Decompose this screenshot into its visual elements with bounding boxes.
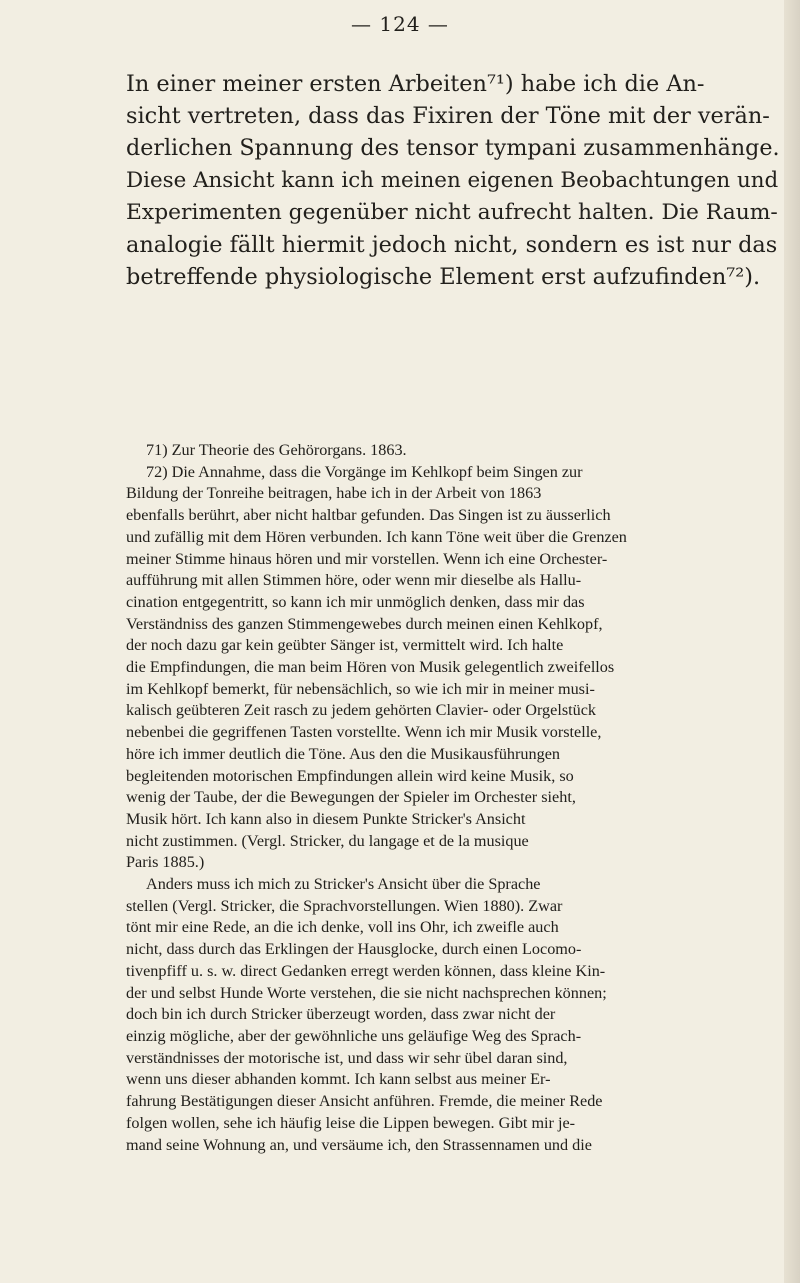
footnote-line: verständnisses der motorische ist, und dass wir sehr übel daran sind, bbox=[126, 1048, 568, 1067]
page-number: — 124 — bbox=[351, 12, 449, 36]
footnote-line: nicht zustimmen. (Vergl. Stricker, du langage et de la musique bbox=[126, 831, 529, 850]
footnote-line: und zufällig mit dem Hören verbunden. Ich kann Töne weit über die Grenzen bbox=[126, 527, 627, 546]
main-line: In einer meiner ersten Arbeiten⁷¹) habe ich die An- bbox=[126, 71, 705, 97]
main-line: Experimenten gegenüber nicht aufrecht halten. Die Raum- bbox=[126, 199, 778, 225]
footnote-line: nebenbei die gegriffenen Tasten vorstellte. Wenn ich mir Musik vorstelle, bbox=[126, 723, 602, 742]
footnote-line: mand seine Wohnung an, und versäume ich, den Strassennamen und die bbox=[126, 1135, 592, 1154]
footnote-line: tivenpfiff u. s. w. direct Gedanken erregt werden können, dass kleine Kin- bbox=[126, 961, 606, 980]
footnote-line: cination entgegentritt, so kann ich mir unmöglich denken, dass mir das bbox=[126, 592, 585, 611]
footnote-line: wenn uns dieser abhanden kommt. Ich kann selbst aus meiner Er- bbox=[126, 1070, 551, 1089]
footnote-line: die Empfindungen, die man beim Hören von Musik gelegentlich zweifellos bbox=[126, 658, 615, 677]
main-line: sicht vertreten, dass das Fixiren der Töne mit der verän- bbox=[126, 103, 770, 130]
footnote-line: doch bin ich durch Stricker überzeugt worden, dass zwar nicht der bbox=[126, 1005, 556, 1024]
footnote-line: wenig der Taube, der die Bewegungen der Spieler im Orchester sieht, bbox=[126, 788, 576, 807]
main-line: betreffende physiologische Element erst aufzufinden⁷²). bbox=[126, 264, 761, 291]
footnote-line: stellen (Vergl. Stricker, die Sprachvorstellungen. Wien 1880). Zwar bbox=[126, 896, 563, 915]
footnote-line: nicht, dass durch das Erklingen der Hausglocke, durch einen Locomo- bbox=[126, 940, 582, 959]
footnote-line: Anders muss ich mich zu Stricker's Ansicht über die Sprache bbox=[146, 875, 541, 894]
main-paragraph bbox=[126, 68, 781, 293]
footnote-line: der noch dazu gar kein geübter Sänger ist, vermittelt wird. Ich halte bbox=[126, 636, 564, 655]
footnote-line: meiner Stimme hinaus hören und mir vorstellen. Wenn ich eine Orchester- bbox=[126, 549, 608, 568]
footnote-line: 72) Die Annahme, dass die Vorgänge im Kehlkopf beim Singen zur bbox=[146, 462, 583, 481]
footnote-line: der und selbst Hunde Worte verstehen, die sie nicht nachsprechen können; bbox=[126, 983, 607, 1002]
footnote-line: Musik hört. Ich kann also in diesem Punkte Stricker's Ansicht bbox=[126, 809, 526, 828]
main-line: Diese Ansicht kann ich meinen eigenen Beobachtungen und bbox=[126, 167, 779, 193]
footnote-line: Paris 1885.) bbox=[126, 853, 205, 872]
footnote-line: aufführung mit allen Stimmen höre, oder wenn mir dieselbe als Hallu- bbox=[126, 571, 582, 590]
footnote-line: folgen wollen, sehe ich häufig leise die Lippen bewegen. Gibt mir je- bbox=[126, 1113, 576, 1132]
page-edge bbox=[784, 0, 800, 1283]
footnote-line: höre ich immer deutlich die Töne. Aus den die Musikausführungen bbox=[126, 744, 560, 763]
footnote-line: einzig mögliche, aber der gewöhnliche uns geläufige Weg des Sprach- bbox=[126, 1026, 582, 1045]
main-line: derlichen Spannung des tensor tympani zusammenhänge. bbox=[126, 135, 780, 162]
footnote-line: ebenfalls berührt, aber nicht haltbar gefunden. Das Singen ist zu äusserlich bbox=[126, 506, 611, 525]
footnote-line: im Kehlkopf bemerkt, für nebensächlich, so wie ich mir in meiner musi- bbox=[126, 679, 595, 698]
footnotes bbox=[126, 440, 781, 1156]
main-line: analogie fällt hiermit jedoch nicht, sondern es ist nur das bbox=[126, 232, 778, 259]
footnote-line: Verständniss des ganzen Stimmengewebes durch meinen einen Kehlkopf, bbox=[126, 614, 603, 633]
footnote-line: begleitenden motorischen Empfindungen allein wird keine Musik, so bbox=[126, 766, 574, 785]
footnote-line: kalisch geübteren Zeit rasch zu jedem gehörten Clavier- oder Orgelstück bbox=[126, 701, 596, 720]
footnote-line: tönt mir eine Rede, an die ich denke, voll ins Ohr, ich zweifle auch bbox=[126, 918, 559, 937]
footnote-line: 71) Zur Theorie des Gehörorgans. 1863. bbox=[146, 441, 407, 459]
footnote-line: Bildung der Tonreihe beitragen, habe ich in der Arbeit von 1863 bbox=[126, 484, 542, 503]
footnote-line: fahrung Bestätigungen dieser Ansicht anführen. Fremde, die meiner Rede bbox=[126, 1092, 603, 1111]
